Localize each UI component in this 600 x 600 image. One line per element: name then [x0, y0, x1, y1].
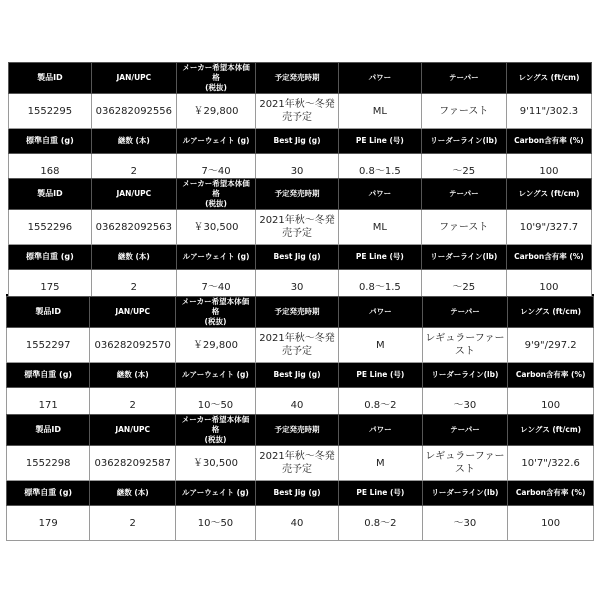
jan-upc-header: JAN/UPC	[90, 297, 176, 328]
weight-header: 標準自重 (g)	[7, 481, 90, 506]
spec-header-row	[7, 415, 594, 446]
spec-value-row	[7, 506, 594, 541]
pieces-value: 2	[90, 506, 176, 541]
spec-value-row	[9, 210, 592, 245]
jan-upc-header: JAN/UPC	[91, 63, 176, 94]
power-header: パワー	[339, 415, 422, 446]
spec-value-row	[9, 94, 592, 129]
power-value: M	[339, 446, 422, 481]
pieces-header: 継数 (本)	[90, 363, 176, 388]
best-jig-value: 40	[255, 506, 338, 541]
taper-value: レギュラーファー スト	[422, 328, 508, 363]
taper-header: テーパー	[421, 179, 506, 210]
release-value: 2021年秋～冬発 売予定	[255, 446, 338, 481]
weight-value: 168	[9, 154, 92, 189]
carbon-header: Carbon含有率 (%)	[506, 245, 591, 270]
length-header: レングス (ft/cm)	[508, 297, 594, 328]
jan-upc-value: 036282092563	[91, 210, 176, 245]
leader-line-header: リーダーライン(lb)	[422, 363, 508, 388]
product-spec-table-1	[8, 62, 592, 189]
length-value: 9'9"/297.2	[508, 328, 594, 363]
pe-line-value: 0.8～1.5	[338, 154, 421, 189]
pieces-value: 2	[90, 388, 176, 423]
lure-weight-header: ルアーウェイト (g)	[176, 245, 255, 270]
release-header: 予定発売時期	[255, 297, 338, 328]
spec-table	[6, 414, 594, 541]
pe-line-value: 0.8～1.5	[338, 270, 421, 305]
carbon-header: Carbon含有率 (%)	[506, 129, 591, 154]
best-jig-value: 30	[256, 270, 339, 305]
best-jig-header: Best Jig (g)	[255, 363, 338, 388]
power-value: ML	[338, 210, 421, 245]
carbon-value: 100	[506, 154, 591, 189]
price-header: メーカー希望本体価格 (税抜)	[176, 415, 256, 446]
lure-weight-value: 7～40	[176, 270, 255, 305]
power-value: M	[339, 328, 422, 363]
leader-line-header: リーダーライン(lb)	[421, 245, 506, 270]
release-header: 予定発売時期	[256, 179, 339, 210]
spec-header-row	[9, 129, 592, 154]
release-value: 2021年秋～冬発 売予定	[256, 94, 339, 129]
product-spec-table-2	[8, 178, 592, 305]
leader-line-header: リーダーライン(lb)	[421, 129, 506, 154]
price-value: ￥30,500	[176, 210, 255, 245]
jan-upc-header: JAN/UPC	[91, 179, 176, 210]
lure-weight-header: ルアーウェイト (g)	[176, 363, 256, 388]
power-header: パワー	[339, 297, 422, 328]
product-id-value: 1552295	[9, 94, 92, 129]
best-jig-header: Best Jig (g)	[256, 129, 339, 154]
weight-value: 175	[9, 270, 92, 305]
jan-upc-value: 036282092587	[90, 446, 176, 481]
weight-header: 標準自重 (g)	[9, 245, 92, 270]
spec-table	[8, 178, 592, 305]
release-value: 2021年秋～冬発 売予定	[255, 328, 338, 363]
pe-line-header: PE Line (号)	[339, 481, 422, 506]
product-id-value: 1552296	[9, 210, 92, 245]
carbon-header: Carbon含有率 (%)	[508, 481, 594, 506]
pieces-value: 2	[91, 270, 176, 305]
pe-line-header: PE Line (号)	[338, 129, 421, 154]
spec-table	[6, 296, 594, 423]
spec-value-row	[7, 446, 594, 481]
spec-header-row	[9, 245, 592, 270]
release-header: 予定発売時期	[256, 63, 339, 94]
pe-line-value: 0.8～2	[339, 388, 422, 423]
spec-table	[8, 62, 592, 189]
leader-line-header: リーダーライン(lb)	[422, 481, 508, 506]
power-header: パワー	[338, 63, 421, 94]
product-spec-table-3	[6, 296, 594, 423]
taper-header: テーパー	[422, 297, 508, 328]
price-value: ￥29,800	[176, 328, 256, 363]
leader-line-value: ～25	[421, 270, 506, 305]
price-value: ￥29,800	[176, 94, 255, 129]
product-id-header: 製品ID	[7, 297, 90, 328]
best-jig-header: Best Jig (g)	[255, 481, 338, 506]
spec-header-row	[7, 297, 594, 328]
pe-line-value: 0.8～2	[339, 506, 422, 541]
price-header: メーカー希望本体価格 (税抜)	[176, 63, 255, 94]
power-value: ML	[338, 94, 421, 129]
length-header: レングス (ft/cm)	[508, 415, 594, 446]
carbon-value: 100	[508, 388, 594, 423]
jan-upc-header: JAN/UPC	[90, 415, 176, 446]
product-id-header: 製品ID	[9, 63, 92, 94]
release-value: 2021年秋～冬発 売予定	[256, 210, 339, 245]
product-id-value: 1552297	[7, 328, 90, 363]
lure-weight-value: 10～50	[176, 506, 256, 541]
spec-header-row	[9, 179, 592, 210]
price-header: メーカー希望本体価格 (税抜)	[176, 179, 255, 210]
best-jig-value: 40	[255, 388, 338, 423]
pieces-header: 継数 (本)	[90, 481, 176, 506]
jan-upc-value: 036282092556	[91, 94, 176, 129]
lure-weight-header: ルアーウェイト (g)	[176, 481, 256, 506]
taper-value: ファースト	[421, 94, 506, 129]
price-header: メーカー希望本体価格 (税抜)	[176, 297, 256, 328]
weight-value: 171	[7, 388, 90, 423]
length-header: レングス (ft/cm)	[506, 63, 591, 94]
weight-value: 179	[7, 506, 90, 541]
product-spec-table-4	[6, 414, 594, 541]
spec-header-row	[9, 63, 592, 94]
carbon-value: 100	[508, 506, 594, 541]
pieces-value: 2	[91, 154, 176, 189]
taper-value: レギュラーファー スト	[422, 446, 508, 481]
carbon-header: Carbon含有率 (%)	[508, 363, 594, 388]
price-value: ￥30,500	[176, 446, 256, 481]
taper-header: テーパー	[422, 415, 508, 446]
jan-upc-value: 036282092570	[90, 328, 176, 363]
release-header: 予定発売時期	[255, 415, 338, 446]
leader-line-value: ～25	[421, 154, 506, 189]
best-jig-header: Best Jig (g)	[256, 245, 339, 270]
leader-line-value: ～30	[422, 388, 508, 423]
product-id-value: 1552298	[7, 446, 90, 481]
length-header: レングス (ft/cm)	[506, 179, 591, 210]
lure-weight-value: 7～40	[176, 154, 255, 189]
taper-value: ファースト	[421, 210, 506, 245]
pe-line-header: PE Line (号)	[338, 245, 421, 270]
weight-header: 標準自重 (g)	[9, 129, 92, 154]
weight-header: 標準自重 (g)	[7, 363, 90, 388]
lure-weight-value: 10～50	[176, 388, 256, 423]
spec-value-row	[7, 328, 594, 363]
length-value: 9'11"/302.3	[506, 94, 591, 129]
pieces-header: 継数 (本)	[91, 245, 176, 270]
power-header: パワー	[338, 179, 421, 210]
length-value: 10'7"/322.6	[508, 446, 594, 481]
best-jig-value: 30	[256, 154, 339, 189]
pe-line-header: PE Line (号)	[339, 363, 422, 388]
pieces-header: 継数 (本)	[91, 129, 176, 154]
leader-line-value: ～30	[422, 506, 508, 541]
product-id-header: 製品ID	[7, 415, 90, 446]
length-value: 10'9"/327.7	[506, 210, 591, 245]
spec-header-row	[7, 481, 594, 506]
carbon-value: 100	[506, 270, 591, 305]
spec-header-row	[7, 363, 594, 388]
lure-weight-header: ルアーウェイト (g)	[176, 129, 255, 154]
taper-header: テーパー	[421, 63, 506, 94]
product-id-header: 製品ID	[9, 179, 92, 210]
